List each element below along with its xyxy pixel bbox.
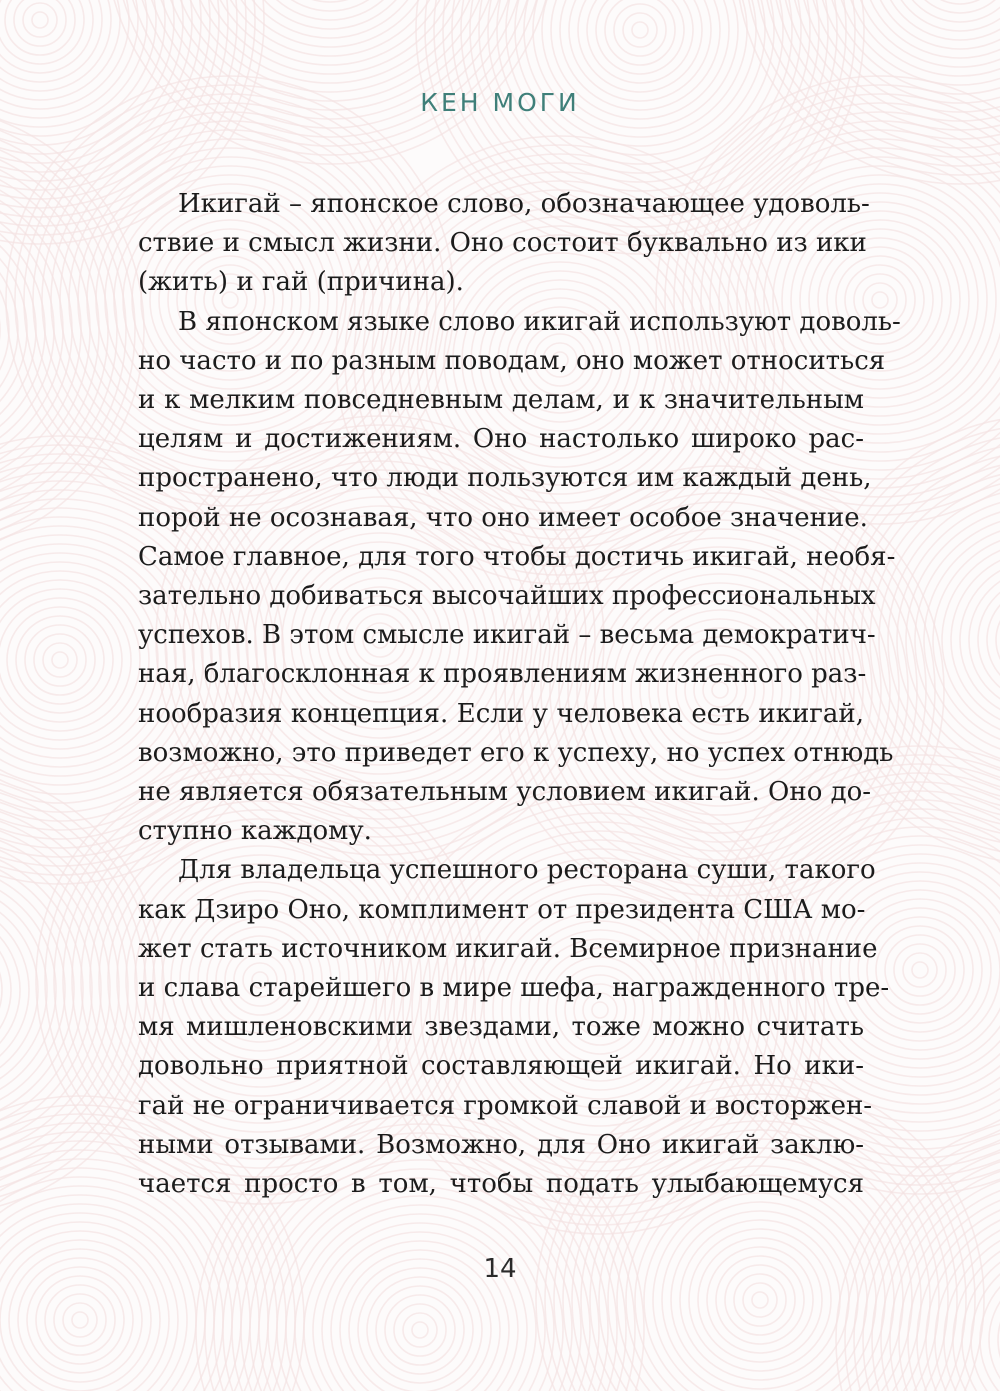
text-line: и слава старейшего в мире шефа, награжденного тре- bbox=[138, 973, 890, 1004]
text-line: чается просто в том, чтобы подать улыбающемуся bbox=[138, 1169, 864, 1200]
text-line: В японском языке слово икигай используют доволь- bbox=[178, 306, 901, 337]
text-line: пространено, что люди пользуются им каждый день, bbox=[138, 463, 872, 494]
text-line: успехов. В этом смысле икигай – весьма демократич- bbox=[138, 620, 876, 651]
text-line: и к мелким повседневным делам, и к значительным bbox=[138, 385, 864, 416]
text-line: возможно, это приведет его к успеху, но успех отнюдь bbox=[138, 737, 894, 768]
text-line: мя мишленовскими звездами, тоже можно считать bbox=[138, 1012, 864, 1043]
paragraph-1 bbox=[138, 185, 870, 303]
text-line: но часто и по разным поводам, оно может относиться bbox=[138, 345, 886, 376]
text-line: Для владельца успешного ресторана суши, такого bbox=[178, 855, 876, 886]
page-number: 14 bbox=[483, 1254, 517, 1284]
text-line: нообразия концепция. Если у человека есть икигай, bbox=[138, 698, 864, 729]
paragraph-3 bbox=[138, 851, 890, 1204]
paragraph-2 bbox=[138, 303, 901, 852]
text-line: (жить) и гай (причина). bbox=[138, 267, 464, 298]
text-line: ными отзывами. Возможно, для Оно икигай заклю- bbox=[138, 1129, 864, 1160]
text-line: ная, благосклонная к проявлениям жизненного раз- bbox=[138, 659, 867, 690]
text-line: жет стать источником икигай. Всемирное признание bbox=[138, 933, 878, 964]
text-line: как Дзиро Оно, комплимент от президента США мо- bbox=[138, 894, 866, 925]
text-line: Икигай – японское слово, обозначающее удоволь- bbox=[178, 189, 870, 219]
text-line: Самое главное, для того чтобы достичь икигай, необя- bbox=[138, 541, 896, 572]
text-line: порой не осознавая, что оно имеет особое значение. bbox=[138, 502, 868, 533]
text-line: гай не ограничивается громкой славой и восторжен- bbox=[138, 1090, 873, 1121]
body-text bbox=[138, 185, 901, 1204]
text-line: ствие и смысл жизни. Оно состоит буквально из ики bbox=[138, 228, 867, 259]
text-line: целям и достижениям. Оно настолько широко рас- bbox=[138, 424, 864, 455]
text-line: ступно каждому. bbox=[138, 816, 372, 847]
text-line: довольно приятной составляющей икигай. Но ики- bbox=[138, 1051, 864, 1082]
text-line: зательно добиваться высочайших профессиональных bbox=[138, 581, 876, 612]
text-line: не является обязательным условием икигай. Оно до- bbox=[138, 777, 872, 808]
running-head: КЕН МОГИ bbox=[420, 88, 580, 117]
